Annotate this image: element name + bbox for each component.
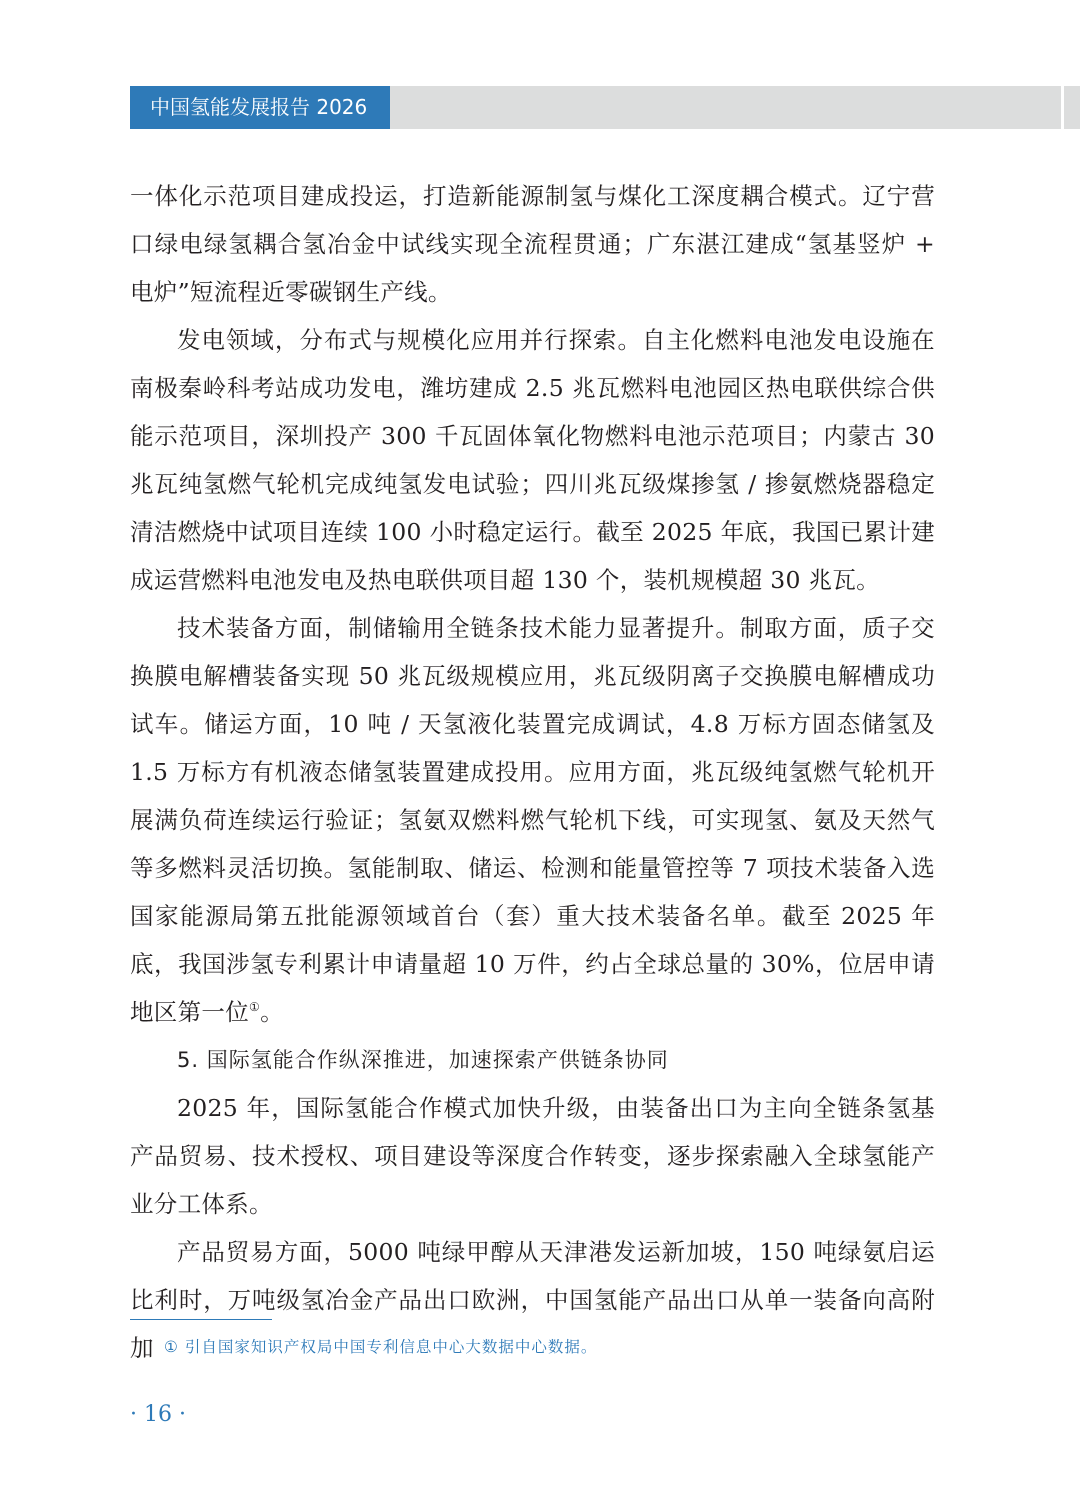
header-edge-tab <box>1064 86 1080 129</box>
footnote-divider <box>130 1319 272 1320</box>
paragraph-3-end: 。 <box>260 998 284 1026</box>
paragraph-3 <box>130 604 935 1036</box>
paragraph-3-text: 技术装备方面，制储输用全链条技术能力显著提升。制取方面，质子交换膜电解槽装备实现 50 兆瓦级规模应用，兆瓦级阴离子交换膜电解槽成功试车。储运方面，10 吨 / 天氢液化装置完成调试，4.8 万标方固态储氢及 1.5 万标方有机液态储氢装置建成投用。应用方面，兆瓦级纯氢燃气轮机开展满负荷连续运行验证；氢氨双燃料燃气轮机下线，可实现氢、氨及天然气等多燃料灵活切换。氢能制取、储运、检测和能量管控等 7 项技术装备入选国家能源局第五批能源领域首台（套）重大技术装备名单。截至 2025 年底，我国涉氢专利累计申请量超 10 万件，约占全球总量的 30%，位居申请地区第一位 <box>130 614 935 1026</box>
footnote: ① 引自国家知识产权局中国专利信息中心大数据中心数据。 <box>164 1338 598 1356</box>
footnote-ref-mark[interactable]: ① <box>249 1000 261 1015</box>
main-text <box>130 172 935 1372</box>
paragraph-5: 产品贸易方面，5000 吨绿甲醇从天津港发运新加坡，150 吨绿氨启运比利时，万吨级氢冶金产品出口欧洲，中国氢能产品出口从单一装备向高附加 <box>130 1238 935 1362</box>
paragraph-4: 2025 年，国际氢能合作模式加快升级，由装备出口为主向全链条氢基产品贸易、技术授权、项目建设等深度合作转变，逐步探索融入全球氢能产业分工体系。 <box>130 1094 935 1218</box>
paragraph-1: 一体化示范项目建成投运，打造新能源制氢与煤化工深度耦合模式。辽宁营口绿电绿氢耦合氢冶金中试线实现全流程贯通；广东湛江建成“氢基竖炉 + 电炉”短流程近零碳钢生产线。 <box>130 182 935 306</box>
page-number: · 16 · <box>130 1402 186 1427</box>
section-heading-5: 5. 国际氢能合作纵深推进，加速探索产供链条协同 <box>177 1048 669 1072</box>
paragraph-2: 发电领域，分布式与规模化应用并行探索。自主化燃料电池发电设施在南极秦岭科考站成功发电，潍坊建成 2.5 兆瓦燃料电池园区热电联供综合供能示范项目，深圳投产 300 千瓦固体氧化物燃料电池示范项目；内蒙古 30 兆瓦纯氢燃气轮机完成纯氢发电试验；四川兆瓦级煤掺氢 / 掺氨燃烧器稳定清洁燃烧中试项目连续 100 小时稳定运行。截至 2025 年底，我国已累计建成运营燃料电池发电及热电联供项目超 130 个，装机规模超 30 兆瓦。 <box>130 326 935 594</box>
running-header-title: 中国氢能发展报告 2026 <box>130 86 390 129</box>
header-bar <box>130 86 1061 129</box>
